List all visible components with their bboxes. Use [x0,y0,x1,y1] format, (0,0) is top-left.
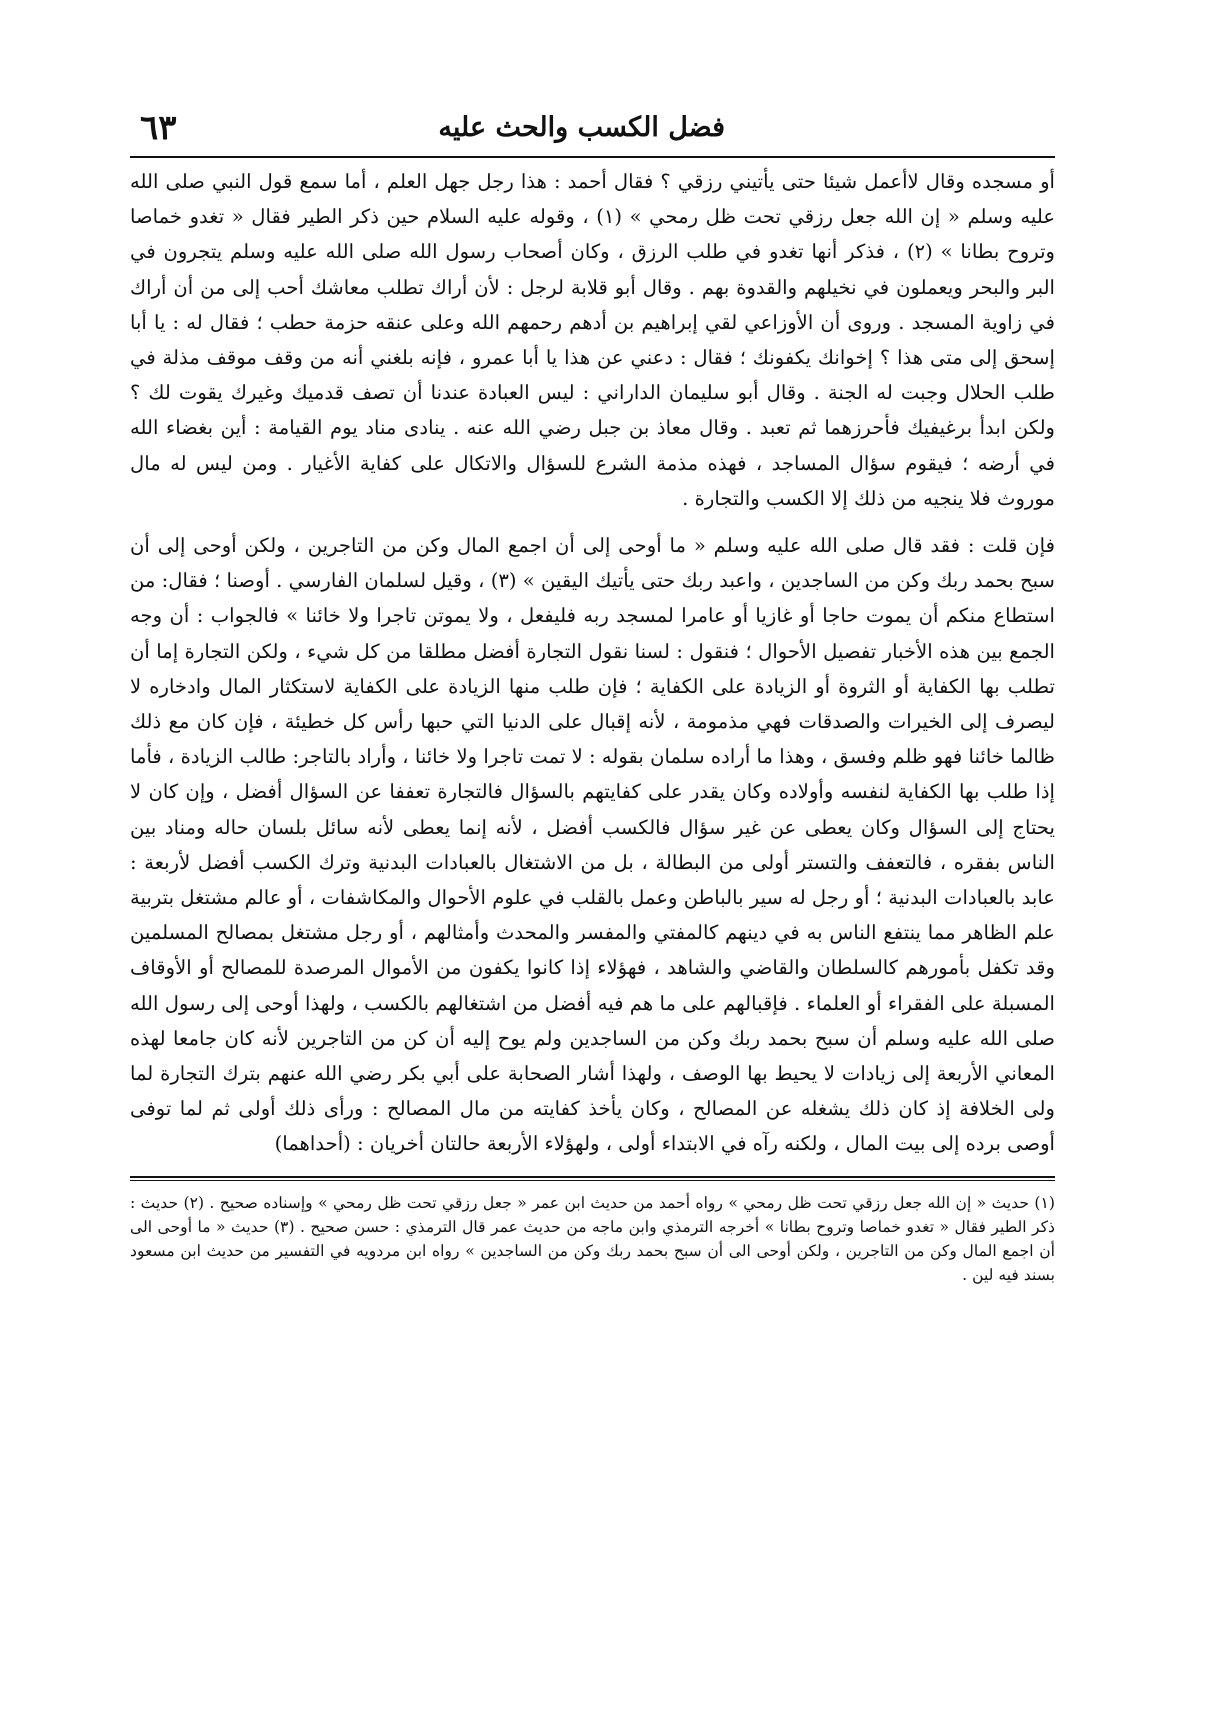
paragraph-2: فإن قلت : فقد قال صلى الله عليه وسلم « ما أوحى إلى أن اجمع المال وكن من التاجرين ، ولكن أوحى إلى أن سبح بحمد ربك وكن من الساجدين ، واعبد ربك حتى يأتيك اليقين » (٣) ، وقيل لسلمان الفارسي . أوصنا ؛ فقال: من استطاع منكم أن يموت حاجا أو غازيا أو عامرا لمسجد ربه فليفعل ، ولا يموتن تاجرا ولا خائنا » فالجواب : أن وجه الجمع بين هذه الأخبار تفصيل الأحوال ؛ فنقول : لسنا نقول التجارة أفضل مطلقا من كل شيء ، ولكن التجارة إما أن تطلب بها الكفاية أو الثروة أو الزيادة على الكفاية ؛ فإن طلب منها الزيادة على الكفاية لاستكثار المال وادخاره لا ليصرف إلى الخيرات والصدقات فهي مذمومة ، لأنه إقبال على الدنيا التي حبها رأس كل خطيئة ، فإن كان مع ذلك ظالما خائنا فهو ظلم وفسق ، وهذا ما أراده سلمان بقوله : لا تمت تاجرا ولا خائنا ، وأراد بالتاجر: طالب الزيادة ، فأما إذا طلب بها الكفاية لنفسه وأولاده وكان يقدر على كفايتهم بالسؤال فالتجارة تعففا عن السؤال أفضل ، وإن كان لا يحتاج إلى السؤال وكان يعطى عن غير سؤال فالكسب أفضل ، لأنه إنما يعطى لأنه سائل بلسان حاله ومناد بين الناس بفقره ، فالتعفف والتستر أولى من البطالة ، بل من الاشتغال بالعبادات البدنية وترك الكسب أفضل لأربعة : عابد بالعبادات البدنية ؛ أو رجل له سير بالباطن وعمل بالقلب في علوم الأحوال والمكاشفات ، أو عالم مشتغل بتربية علم الظاهر مما ينتفع الناس به في دينهم كالمفتي والمفسر والمحدث وأمثالهم ، أو رجل مشتغل بمصالح المسلمين وقد تكفل بأمورهم كالسلطان والقاضي والشاهد ، فهؤلاء إذا كانوا يكفون من الأموال المرصدة للمصالح أو الأوقاف المسبلة على الفقراء أو العلماء . فإقبالهم على ما هم فيه أفضل من اشتغالهم بالكسب ، ولهذا أوحى إلى رسول الله صلى الله عليه وسلم أن سبح بحمد ربك وكن من الساجدين ولم يوح إليه أن كن من التاجرين لأنه كان جامعا لهذه المعاني الأربعة إلى زيادات لا يحيط بها الوصف ، ولهذا أشار الصحابة على أبي بكر رضي الله عنهم بترك التجارة لما ولى الخلافة إذ كان ذلك يشغله عن المصالح ، وكان يأخذ كفايته من مال المصالح : ورأى ذلك أولى ثم لما توفى أوصى برده إلى بيت المال ، ولكنه رآه في الابتداء أولى ، ولهؤلاء الأربعة حالتان أخريان : (أحداهما) [130,534,1056,1156]
running-title: فضل الكسب والحث عليه [438,112,725,143]
page-header [130,108,1055,156]
footnote-rule-thin [130,1180,1055,1181]
footnote-rule-thick [130,1176,1055,1178]
main-text [130,164,1055,1162]
page-number: ٦٣ [140,108,177,148]
paragraph-1: أو مسجده وقال لاأعمل شيئا حتى يأتيني رزقي ؟ فقال أحمد : هذا رجل جهل العلم ، أما سمع قول النبي صلى الله عليه وسلم « إن الله جعل رزقي تحت ظل رمحي » (١) ، وقوله عليه السلام حين ذكر الطير فقال « تغدو خماصا وتروح بطانا » (٢) ، فذكر أنها تغدو في طلب الرزق ، وكان أصحاب رسول الله صلى الله عليه وسلم يتجرون في البر والبحر ويعملون في نخيلهم والقدوة بهم . وقال أبو قلابة لرجل : لأن أراك تطلب معاشك أحب إلى من أن أراك في زاوية المسجد . وروى أن الأوزاعي لقي إبراهيم بن أدهم رحمهم الله وعلى عنقه حزمة حطب ؛ فقال له : يا أبا إسحق إلى متى هذا ؟ إخوانك يكفونك ؛ فقال : دعني عن هذا يا أبا عمرو ، فإنه بلغني أنه من وقف موقف مذلة في طلب الحلال وجبت له الجنة . وقال أبو سليمان الداراني : ليس العبادة عندنا أن تصف قدميك وغيرك يقوت لك ؟ ولكن ابدأ برغيفيك فأحرزهما ثم تعبد . وقال معاذ بن جبل رضي الله عنه . ينادى مناد يوم القيامة : أين بغضاء الله في أرضه ؛ فيقوم سؤال المساجد ، فهذه مذمة الشرع للسؤال والاتكال على كفاية الأغيار . ومن ليس له مال موروث فلا ينجيه من ذلك إلا الكسب والتجارة . [130,170,1056,510]
header-rule [130,156,1055,158]
footnotes: (١) حديث « إن الله جعل رزقي تحت ظل رمحي » رواه أحمد من حديث ابن عمر « جعل رزقي تحت ظل رمحي » وإسناده صحيح . (٢) حديث : ذكر الطير فقال « تغدو خماصا وتروح بطانا » أخرجه الترمذي وابن ماجه من حديث عمر قال الترمذي : حسن صحيح . (٣) حديث « ما أوحى الى أن اجمع المال وكن من التاجرين ، ولكن أوحى الى أن سبح بحمد ربك وكن من الساجدين » رواه ابن مردويه في التفسير من حديث ابن مسعود بسند فيه لين . [130,1193,1055,1284]
book-page [130,108,1055,1628]
